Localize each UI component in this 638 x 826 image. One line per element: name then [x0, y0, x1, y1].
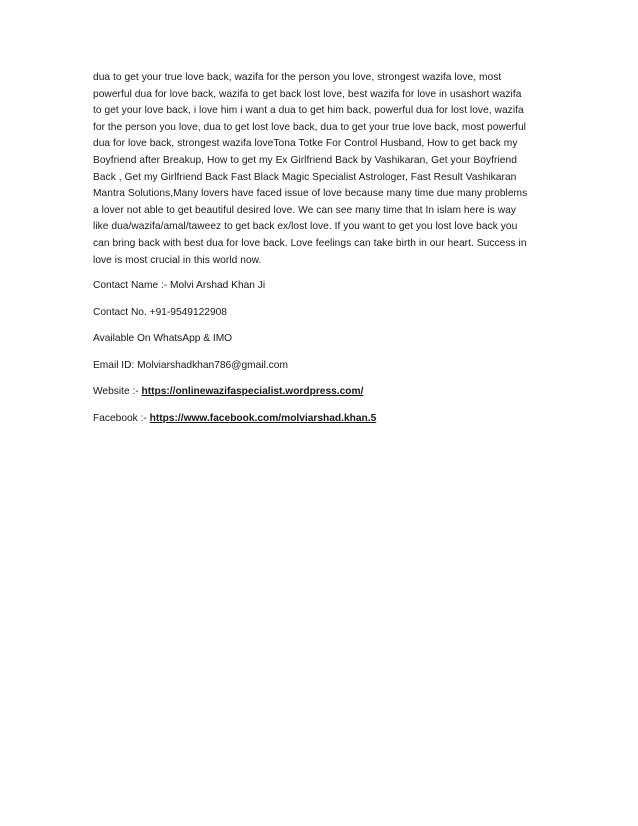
body-line: can bring back with best dua for love back. Love feelings can take birth in our heart. Success in	[93, 237, 527, 249]
body-line: like dua/wazifa/amal/taweez to get back ex/lost love. If you want to get you lost love back you	[93, 221, 518, 233]
body-line: powerful dua for love back, wazifa to get back lost love, best wazifa for love in usashort wazifa	[93, 88, 522, 100]
facebook-line	[93, 412, 545, 426]
body-line: to get your love back, i love him i want a dua to get him back, powerful dua for lost love, wazifa	[93, 105, 524, 117]
contact-number: Contact No. +91-9549122908	[93, 306, 227, 318]
body-paragraph	[93, 70, 545, 269]
body-line: dua for love back, strongest wazifa loveTona Totke For Control Husband, How to get back my	[93, 138, 518, 150]
body-line: Back , Get my Girlfriend Back Fast Black Magic Specialist Astrologer, Fast Result Vashikaran	[93, 171, 517, 183]
email-line: Email ID: Molviarshadkhan786@gmail.com	[93, 359, 288, 371]
facebook-link[interactable]: https://www.facebook.com/molviarshad.khan.5	[149, 412, 377, 424]
website-label: Website :-	[93, 386, 142, 398]
body-line: Boyfriend after Breakup, How to get my Ex Girlfriend Back by Vashikaran, Get your Boyfriend	[93, 154, 517, 166]
document-content	[93, 70, 545, 426]
contact-name: Contact Name :- Molvi Arshad Khan Ji	[93, 280, 266, 292]
website-link[interactable]: https://onlinewazifaspecialist.wordpress.com/	[141, 386, 364, 398]
body-line: a lover not able to get beautiful desired love. We can see many time that In islam here is way	[93, 204, 516, 216]
facebook-label: Facebook :-	[93, 412, 150, 424]
availability-note: Available On WhatsApp & IMO	[93, 333, 233, 345]
website-line	[93, 385, 545, 399]
body-line: Mantra Solutions,Many lovers have faced issue of love because many time due many problems	[93, 188, 528, 200]
body-line: dua to get your true love back, wazifa for the person you love, strongest wazifa love, most	[93, 72, 502, 83]
body-line: for the person you love, dua to get lost love back, dua to get your true love back, most powerful	[93, 121, 526, 133]
body-line: love is most crucial in this world now.	[93, 254, 262, 266]
